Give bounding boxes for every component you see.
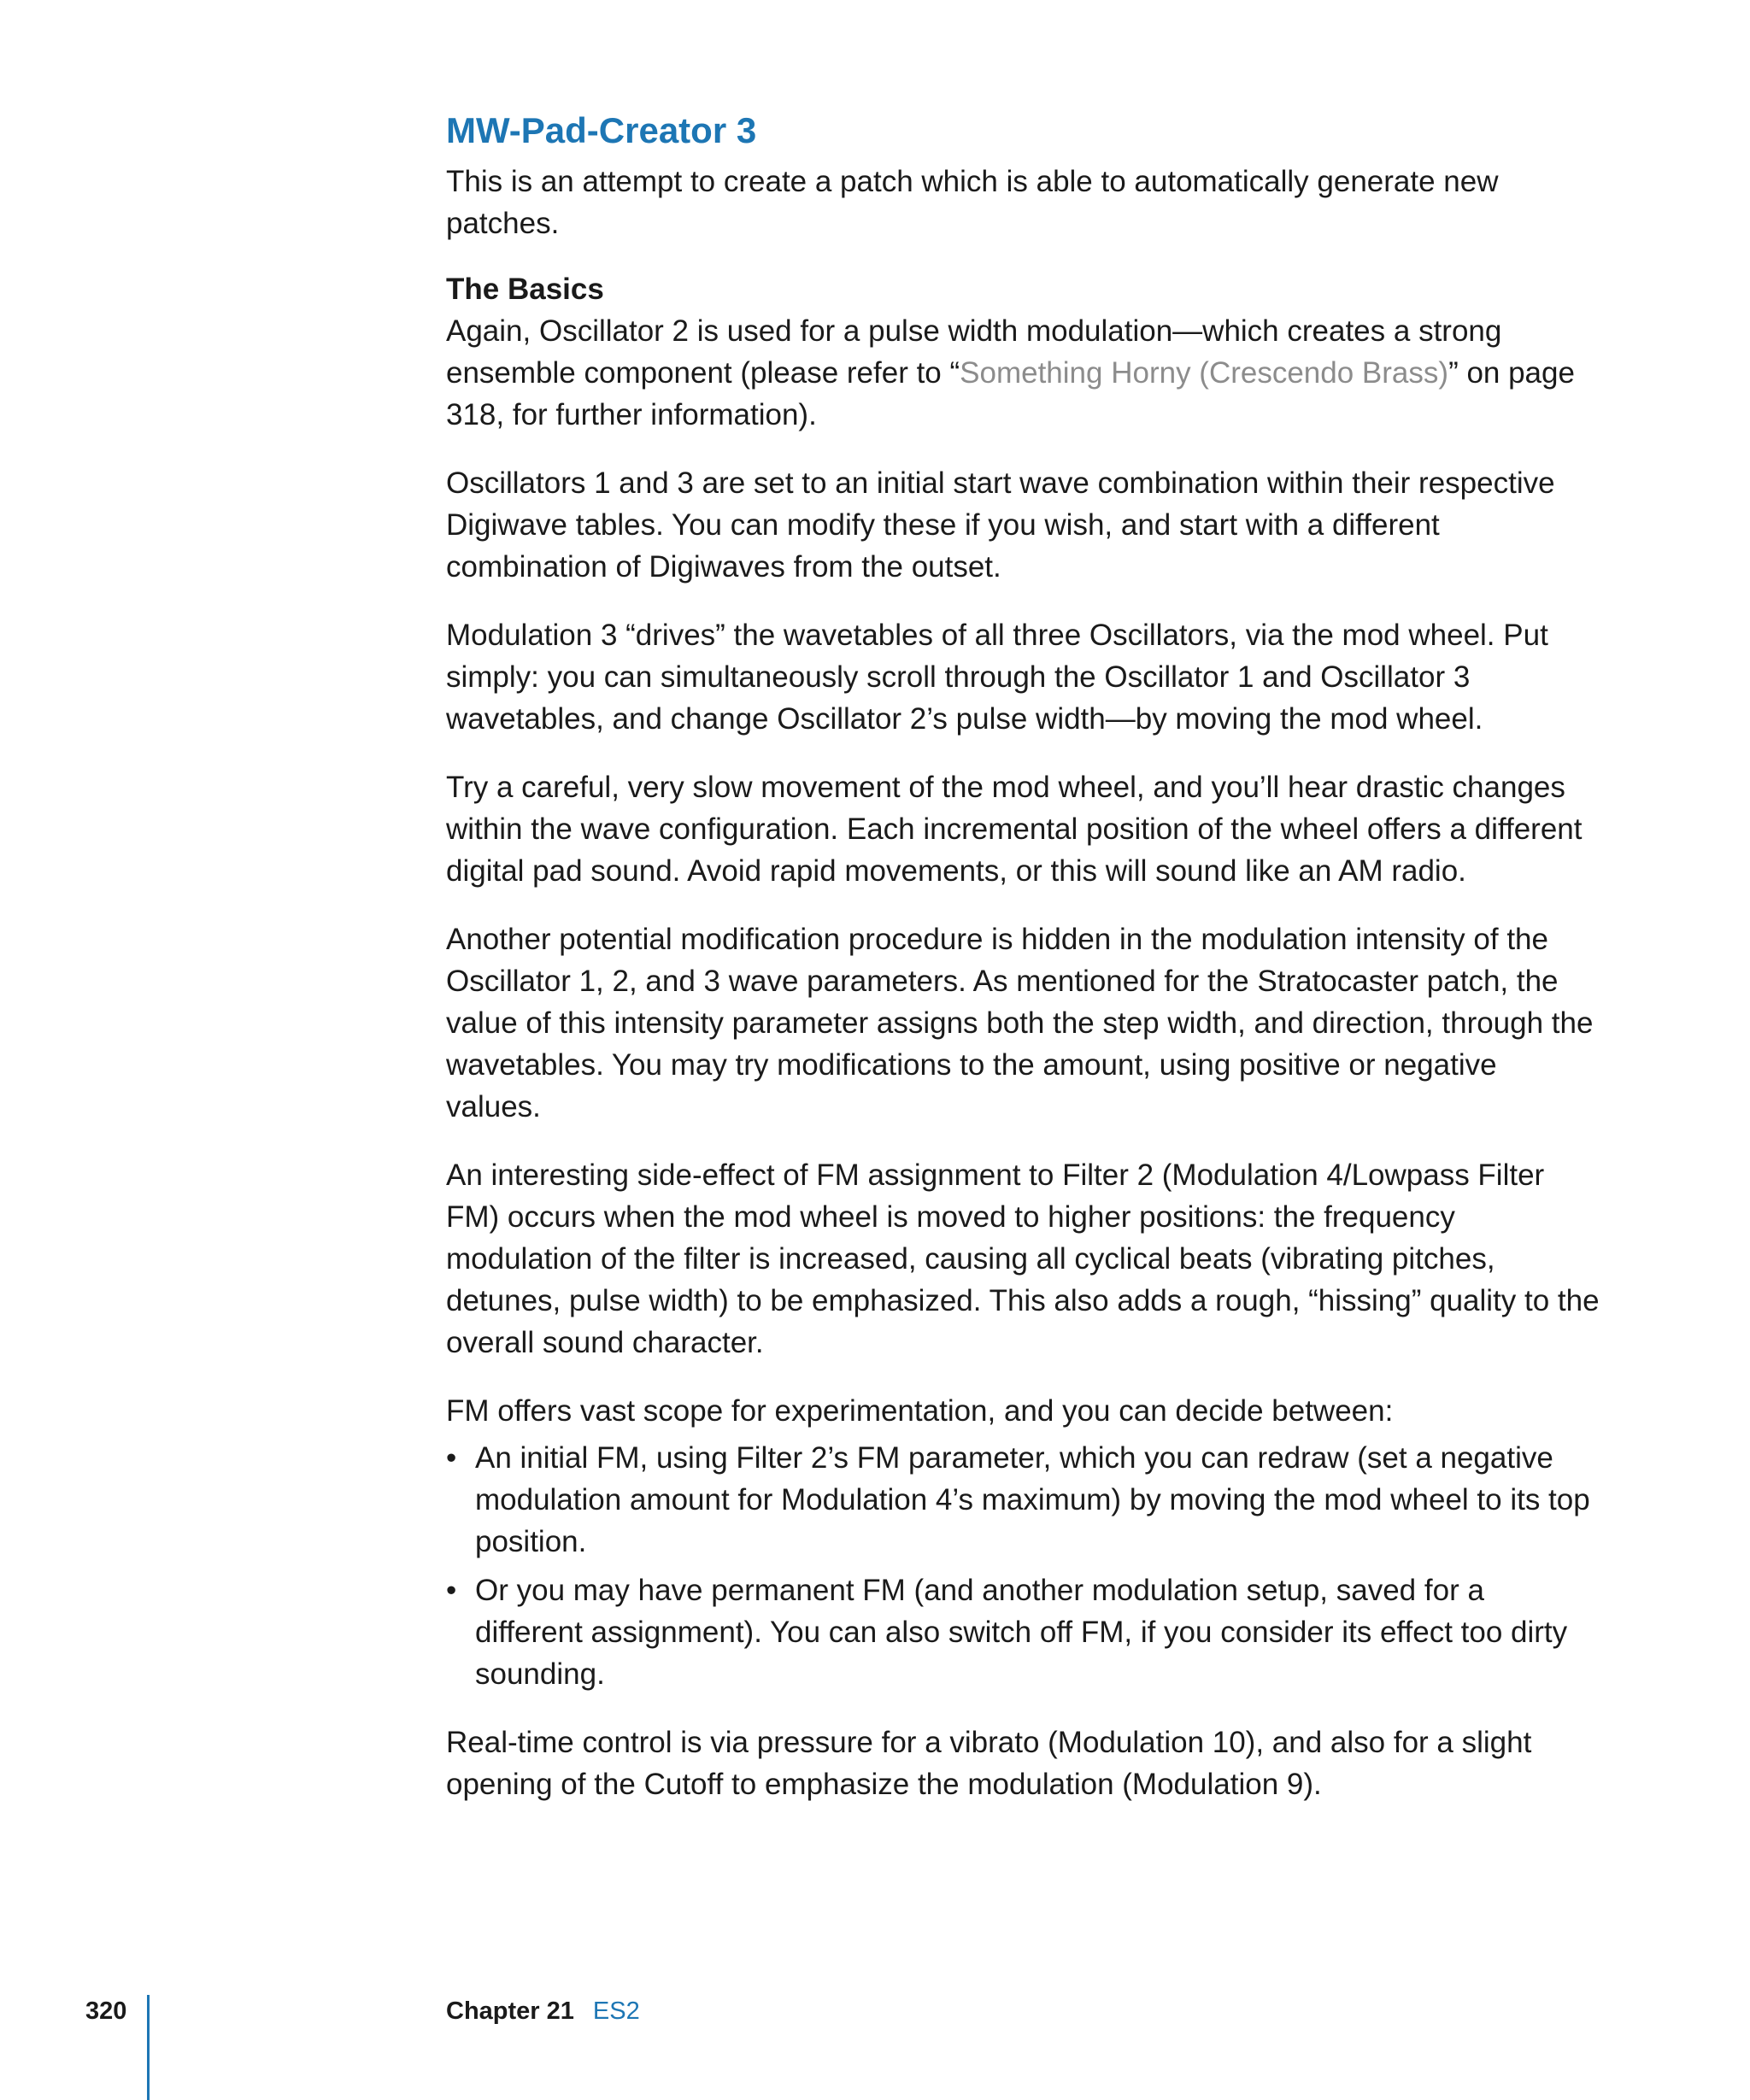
basics-paragraph-3: Modulation 3 “drives” the wavetables of all three Oscillators, via the mod wheel. Put simply: you can simultaneously scroll through the Oscillator 1 and Oscillator 3 wavetables, and change Oscillator 2’s pulse width—by moving the mod wheel. <box>446 619 1548 736</box>
paragraph-text: ” on page 318, for further information). <box>446 356 1575 431</box>
list-item <box>446 1569 1600 1695</box>
chapter-label: Chapter 21 <box>446 1997 574 2025</box>
page-content <box>446 109 1600 1832</box>
basics-paragraph-1 <box>446 310 1600 436</box>
bullet-icon: • <box>446 1441 457 1475</box>
basics-paragraph-5: Another potential modification procedure is hidden in the modulation intensity of the Oscillator 1, 2, and 3 wave parameters. As mentioned for the Stratocaster patch, the value of this intensity parameter assigns both the step width, and direction, through the wavetables. You may try modifications to the amount, using positive or negative values. <box>446 923 1594 1123</box>
basics-paragraph-8: Real-time control is via pressure for a vibrato (Modulation 10), and also for a slight opening of the Cutoff to emphasize the modulation (Modulation 9). <box>446 1726 1532 1801</box>
paragraph-text: Again, Oscillator 2 is used for a pulse width modulation—which creates a strong ensemble component (please refer to “ <box>446 314 1502 390</box>
bullet-icon: • <box>446 1574 457 1607</box>
chapter-name: ES2 <box>592 1997 640 2025</box>
footer-chapter <box>446 1996 640 2027</box>
list-item-text: Or you may have permanent FM (and another modulation setup, saved for a different assignment). You can also switch off FM, if you consider its effect too dirty sounding. <box>475 1574 1568 1691</box>
basics-paragraph-7: FM offers vast scope for experimentation, and you can decide between: <box>446 1394 1394 1428</box>
basics-paragraph-4: Try a careful, very slow movement of the mod wheel, and you’ll hear drastic changes within the wave configuration. Each incremental position of the wheel offers a different digital pad sound. Avoid rapid movements, or this will sound like an AM radio. <box>446 771 1583 888</box>
basics-paragraph-6: An interesting side-effect of FM assignment to Filter 2 (Modulation 4/Lowpass Filter FM) occurs when the mod wheel is moved to higher positions: the frequency modulation of the filter is increased, causing all cyclical beats (vibrating pitches, detunes, pulse width) to be emphasized. This also adds a rough, “hissing” quality to the overall sound character. <box>446 1159 1600 1359</box>
cross-reference-link[interactable]: Something Horny (Crescendo Brass) <box>960 356 1449 390</box>
subhead-the-basics: The Basics <box>446 273 604 306</box>
basics-paragraph-2: Oscillators 1 and 3 are set to an initial start wave combination within their respective Digiwave tables. You can modify these if you wish, and start with a different combination of Digiwaves from the outset. <box>446 466 1555 584</box>
list-item <box>446 1437 1600 1563</box>
intro-paragraph: This is an attempt to create a patch which is able to automatically generate new patches. <box>446 165 1499 240</box>
page-number: 320 <box>85 1997 127 2025</box>
section-title: MW-Pad-Creator 3 <box>446 110 757 150</box>
list-item-text: An initial FM, using Filter 2’s FM parameter, which you can redraw (set a negative modulation amount for Modulation 4’s maximum) by moving the mod wheel to its top position. <box>475 1441 1590 1558</box>
fm-options-list <box>446 1437 1600 1695</box>
footer-divider <box>147 1995 150 2100</box>
